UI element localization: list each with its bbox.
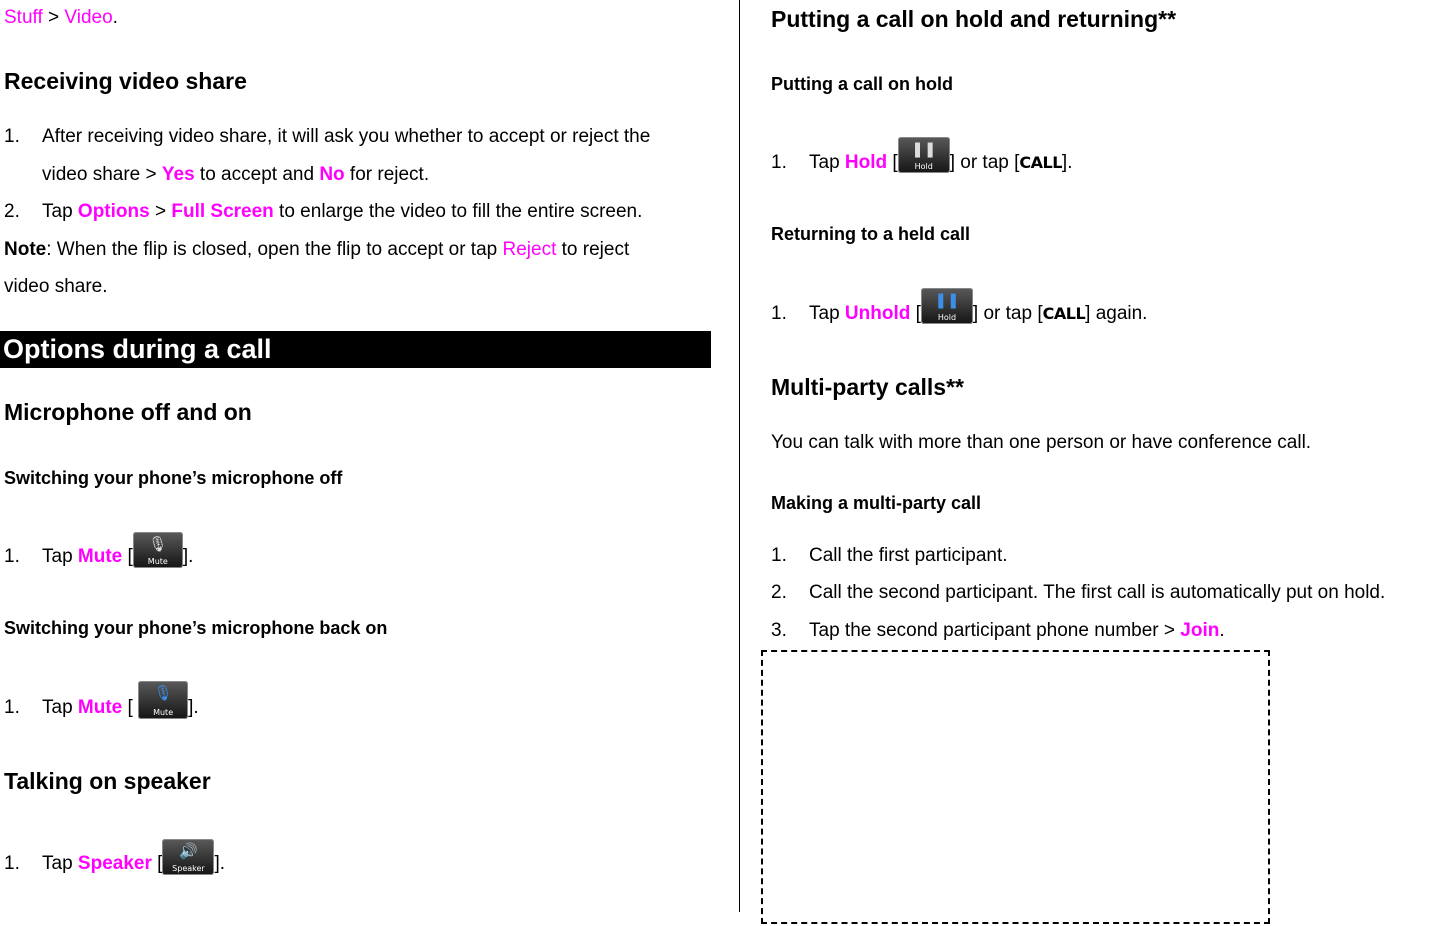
step-number: 3. — [771, 620, 787, 641]
microphone-icon: 🎙 — [153, 684, 173, 702]
step-number: 1. — [771, 152, 787, 174]
note-text: to reject — [556, 239, 630, 260]
microphone-icon: 🎙 — [148, 535, 168, 553]
multi-step-2 — [771, 582, 1385, 604]
step-text: > — [149, 201, 172, 222]
full-screen-keyword: Full Screen — [171, 201, 274, 222]
making-multi-party-subtitle: Making a multi-party call — [771, 493, 982, 513]
hold-icon — [898, 137, 950, 173]
receiving-note-cont: video share. — [4, 276, 108, 297]
multi-step-1 — [771, 545, 1008, 567]
step-number: 1. — [771, 545, 787, 566]
speaker-symbol-icon: 🔊 — [179, 842, 198, 860]
breadcrumb — [4, 7, 118, 29]
speaker-keyword: Speaker — [77, 853, 152, 875]
reject-keyword: Reject — [502, 239, 557, 260]
step-text: ]. — [188, 697, 199, 719]
hold-keyword: Hold — [844, 152, 888, 174]
mic-on-step — [4, 684, 199, 719]
step-text: to enlarge the video to fill the entire screen. — [273, 201, 643, 222]
icon-label: Mute — [153, 708, 174, 717]
speaker-title: Talking on speaker — [4, 768, 211, 794]
put-hold-subtitle: Putting a call on hold — [771, 74, 953, 94]
yes-keyword: Yes — [161, 164, 195, 185]
icon-label: Hold — [914, 162, 933, 171]
step-number: 1. — [4, 697, 20, 719]
image-placeholder-frame — [761, 650, 1270, 924]
step-text: ]. — [214, 853, 225, 875]
return-held-step — [771, 291, 1148, 325]
receiving-step-2 — [4, 201, 642, 223]
mute-off-icon — [133, 532, 183, 568]
speaker-icon — [162, 839, 214, 875]
step-text: After receiving video share, it will ask you whether to accept or reject the — [42, 126, 651, 147]
step-text: video share > — [42, 164, 162, 185]
call-icon: CALL — [1019, 153, 1062, 172]
step-text: Tap — [809, 303, 845, 325]
step-text: . — [1219, 620, 1225, 641]
breadcrumb-end: . — [112, 7, 118, 28]
step-text: ]. — [182, 546, 194, 568]
hold-title: Putting a call on hold and returning** — [771, 6, 1177, 32]
step-text: Tap the second participant phone number > — [809, 620, 1181, 641]
options-keyword: Options — [77, 201, 150, 222]
step-text: [ — [122, 546, 133, 568]
step-text: Tap — [42, 853, 78, 875]
speaker-step — [4, 842, 225, 875]
mute-keyword: Mute — [77, 546, 123, 568]
mute-keyword: Mute — [77, 697, 123, 719]
multi-step-3 — [771, 620, 1225, 642]
unhold-keyword: Unhold — [844, 303, 911, 325]
step-text: ] or tap [ — [949, 152, 1020, 174]
step-text: ] or tap [ — [972, 303, 1043, 325]
breadcrumb-video-link[interactable]: Video — [64, 7, 113, 28]
put-hold-step — [771, 140, 1073, 174]
receiving-note — [4, 239, 629, 261]
step-text: Tap — [42, 546, 78, 568]
note-text: : When the flip is closed, open the flip to accept or tap — [46, 239, 503, 260]
step-text: for reject. — [344, 164, 430, 185]
receiving-step-1-cont — [42, 164, 429, 186]
receiving-title: Receiving video share — [4, 68, 247, 94]
no-keyword: No — [319, 164, 345, 185]
mic-off-step — [4, 535, 194, 568]
mic-off-subtitle: Switching your phone’s microphone off — [4, 468, 343, 488]
unhold-icon — [921, 288, 973, 324]
breadcrumb-stuff-link[interactable]: Stuff — [4, 7, 43, 28]
multi-party-title: Multi-party calls** — [771, 374, 964, 400]
step-number: 2. — [4, 201, 20, 222]
step-text: ] again. — [1085, 303, 1148, 325]
pause-icon: ❚❚ — [934, 291, 960, 309]
step-text: [ — [122, 697, 139, 719]
icon-label: Speaker — [172, 864, 205, 873]
multi-party-description: You can talk with more than one person or have conference call. — [771, 432, 1312, 453]
step-number: 1. — [4, 546, 20, 568]
receiving-step-1 — [4, 126, 650, 148]
microphone-title: Microphone off and on — [4, 399, 252, 425]
step-text: [ — [887, 152, 898, 174]
call-icon: CALL — [1042, 304, 1086, 323]
step-text: to accept and — [194, 164, 320, 185]
step-text: Tap — [809, 152, 845, 174]
step-text: Call the first participant. — [809, 545, 1008, 566]
step-number: 2. — [771, 582, 787, 603]
note-label: Note — [4, 239, 47, 260]
step-text: ]. — [1061, 152, 1073, 174]
step-text: [ — [910, 303, 921, 325]
join-keyword: Join — [1180, 620, 1220, 641]
pause-icon: ❚❚ — [911, 140, 937, 158]
step-number: 1. — [4, 853, 20, 875]
step-text: [ — [151, 853, 163, 875]
mute-on-icon — [138, 681, 188, 719]
options-during-call-banner: Options during a call — [0, 331, 711, 368]
icon-label: Hold — [937, 313, 957, 322]
step-text: Call the second participant. The first call is automatically put on hold. — [809, 582, 1386, 603]
step-number: 1. — [4, 126, 20, 147]
step-text: Tap — [42, 201, 78, 222]
return-held-subtitle: Returning to a held call — [771, 224, 971, 244]
column-divider — [739, 0, 740, 912]
step-number: 1. — [771, 303, 787, 325]
step-text: Tap — [42, 697, 78, 719]
mic-on-subtitle: Switching your phone’s microphone back on — [4, 618, 388, 638]
icon-label: Mute — [147, 557, 168, 566]
breadcrumb-separator: > — [48, 7, 60, 28]
